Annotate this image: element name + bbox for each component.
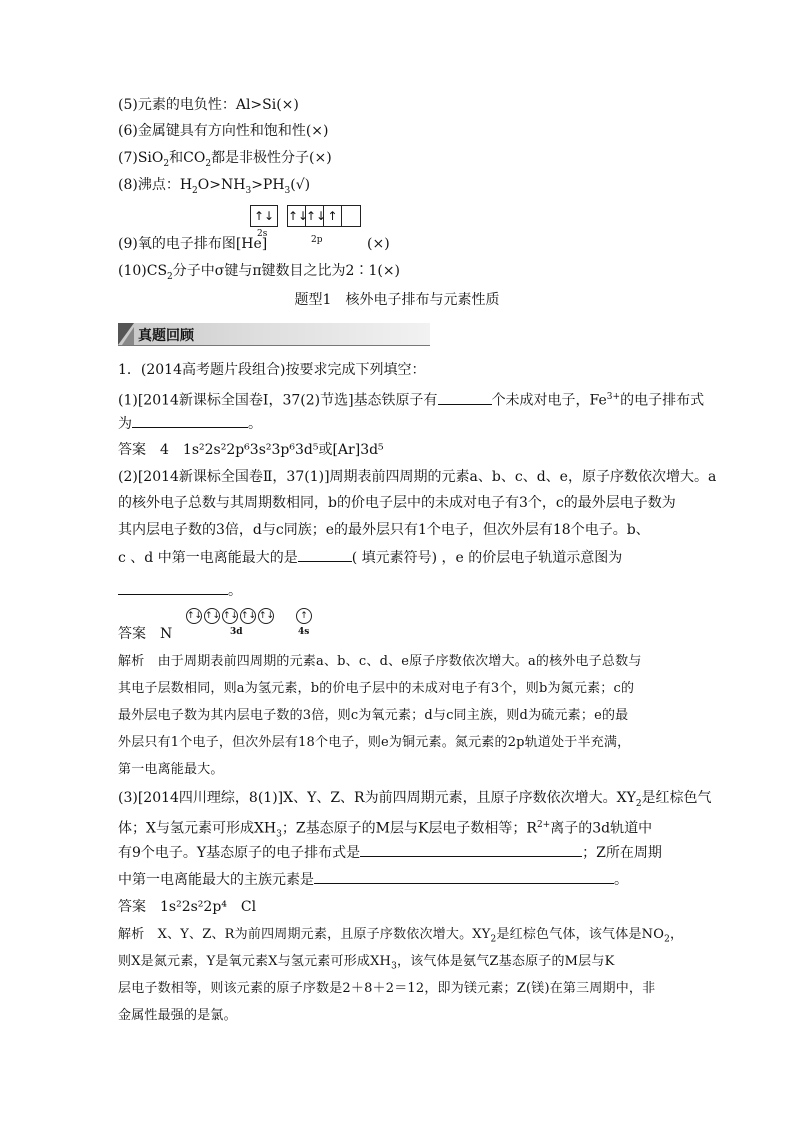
part3-text: 离子的3d轨道中 [550,820,653,837]
analysis-label: 解析 [118,927,145,942]
analysis-text: 其电子层数相同，则a为氢元素，b的价电子层中的未成对电子有3个，则b为氮元素；c的 [118,681,635,696]
part1-text: 的电子排布式 [620,392,705,409]
statement-10-part: 分子中σ键与π键数目之比为2∶1(×) [172,263,401,279]
question-head [118,360,678,380]
part2-line1 [118,467,717,487]
part1-line2 [118,413,678,434]
analysis-3-line2: 则X是氮元素，Y是氧元素X与氢元素可形成$XH_3$，该气体是氨气Z基态原子的M层与K [118,954,615,972]
part1-line1: (1)[2014新课标全国卷Ⅰ，37(2)节选]基态铁原子有 个未成对电子，$Fe^{3+}$的电子排布式 [118,387,678,411]
answer-1-text: 4 1s²2s²2p⁶3s²3p⁶3d⁵或[Ar]3d⁵ [160,442,384,458]
statement-8-part: >PH [251,177,285,193]
answer-blank [360,842,582,857]
answer-blank [118,580,228,595]
orbital-circle: ↑ [296,608,312,624]
analysis-2-line2 [118,679,678,699]
banner-title: 真题回顾 [138,328,194,344]
section-title: 题型1 核外电子排布与元素性质 [294,292,500,308]
part3-line2: 体；X与氢元素可形成$XH_3$；Z基态原子的M层与K层电子数相等；$R^{2+}$离子的3d轨道中 [118,820,653,840]
analysis-text: 是红棕色气体，该气体是NO [496,927,665,942]
part3-text: ；Z基态原子的M层与K层电子数相等；R [281,820,537,837]
part3-text: ；Z所在周期 [582,845,662,861]
answer-2-text: N [160,626,173,642]
orbital-circle: ↑↓ [222,608,238,624]
analysis-label: 解析 [118,654,145,669]
answer-blank [438,390,492,405]
analysis-text: 层电子数相等，则该元素的原子序数是2＋8＋2＝12，即为镁元素；Z(镁)在第三周期中，非 [118,981,656,996]
statement-10: $(10)CS_2$分子中σ键与π键数目之比为2∶1(×) [118,263,401,282]
part3-text: 中第一电离能最大的主族元素是 [118,872,314,888]
part3-text: 体；X与氢元素可形成XH [118,820,277,837]
part2-text: 的核外电子总数与其周期数相同，b的价电子层中的未成对电子有3个，c的最外层电子数为 [118,495,676,511]
analysis-text: 由于周期表前四周期的元素a、b、c、d、e原子序数依次增大。a的核外电子总数与 [157,654,642,669]
answer-label: 答案 [118,899,146,915]
part3-line1: (3)[2014四川理综，8(1)]X、Y、Z、R为前四周期元素，且原子序数依次增大。$XY_2$是红棕色气 [118,790,712,809]
orbital-circle: ↑↓ [186,608,202,624]
analysis-3-line1: 解析 X、Y、Z、R为前四周期元素，且原子序数依次增大。$XY_2$是红棕色气体，该气体是$NO_2$， [118,927,684,945]
part3-text: 。 [614,872,628,888]
analysis-text: 金属性最强的是氯。 [118,1008,237,1023]
part3-text: 是红棕色气 [641,790,712,806]
part2-text: ( 填元素符号) ，e 的价层电子轨道示意图为 [351,550,623,566]
orbital-cell: ↑↓ [288,206,306,226]
analysis-2-line4 [118,733,678,753]
statement-9-part: (9)氧的电子排布图[He] [118,236,268,252]
statement-8-part: O>NH [197,177,246,193]
orbital-label-4s: 4s [298,627,310,637]
statement-7-part: (7)SiO [118,150,164,166]
orbital-label-2s: 2s [257,229,268,239]
statement-7: (7)SiO$_2$和$CO_2$都是非极性分子(×) [118,150,332,169]
orbital-cell: ↑ [324,206,342,226]
statement-7-part: 和CO [169,150,206,166]
statement-7-part: 都是非极性分子(×) [211,150,332,166]
answer-label: 答案 [118,442,146,458]
part2-line4 [118,547,678,568]
answer-blank [314,869,614,884]
answer-3 [118,897,678,917]
part2-line3 [118,520,678,540]
statement-9-mark [367,234,427,254]
part2-text: 。 [228,583,242,599]
part1-text: 个未成对电子，Fe [491,392,607,409]
orbital-circle: ↑↓ [240,608,256,624]
part3-line4 [118,869,678,890]
part1-text: 为 [118,416,132,432]
part2-text: (2)[2014新课标全国卷Ⅱ，37(1)]周期表前四周期的元素a、b、c、d、e，原子序数依次增大。a [118,469,717,485]
analysis-2-line3 [118,706,678,726]
answer-2 [118,624,678,644]
orbital-cell [342,206,359,226]
statement-6-text: (6)金属键具有方向性和饱和性(×) [118,123,329,139]
orbital-cell: ↑↓ [253,209,275,223]
analysis-3-line4 [118,1006,678,1026]
orbital-label-2p: 2p [311,235,323,245]
analysis-text: 则X是氮元素，Y是氧元素X与氢元素可形成XH [118,954,392,969]
orbital-circle: ↑↓ [204,608,220,624]
question-head-text: 1．(2014高考题片段组合)按要求完成下列填空： [118,362,426,378]
part2-text: c 、d 中第一电离能最大的是 [118,550,298,566]
banner-corner-icon [118,323,134,345]
analysis-text: X、Y、Z、R为前四周期元素，且原子序数依次增大。XY [157,927,491,942]
orbital-box-2s [250,205,278,227]
answer-1 [118,440,678,460]
analysis-3-line3 [118,979,678,999]
answer-label: 答案 [118,626,146,642]
statement-5 [118,95,678,115]
part1-text: (1)[2014新课标全国卷Ⅰ，37(2)节选]基态铁原子有 [118,392,438,409]
part3-text: (3)[2014四川理综，8(1)]X、Y、Z、R为前四周期元素，且原子序数依次增大。XY [118,790,636,806]
statement-5-text: (5)元素的电负性：Al>Si(×) [118,97,299,113]
statement-9-part: (×) [367,236,390,252]
analysis-text: 第一电离能最大。 [118,762,224,777]
statement-8: (8)沸点：$H_2O>NH_3>PH_3(√)$ [118,177,311,196]
statement-8-part: (8)沸点：H [118,177,193,193]
part2-line5 [118,580,678,601]
part3-line3 [118,842,678,863]
statement-8-part: (√) [290,177,311,193]
analysis-2-line1 [118,652,678,672]
analysis-text: 外层只有1个电子，但次外层有18个电子，则e为铜元素。氮元素的2p轨道处于半充满， [118,735,631,750]
part2-text: 其内层电子数的3倍，d与c同族；e的最外层只有1个电子，但次外层有18个电子。b、 [118,522,650,538]
part3-text: 有9个电子。Y基态原子的电子排布式是 [118,845,361,861]
answer-3-text: 1s²2s²2p⁴ Cl [160,899,257,915]
orbital-cell: ↑↓ [306,206,324,226]
answer-blank [298,547,352,562]
analysis-text: ，该气体是氨气Z基态原子的M层与K [397,954,615,969]
orbital-label-3d: 3d [230,627,243,637]
part2-line2 [118,493,678,513]
part1-text: 。 [248,416,262,432]
analysis-2-line5 [118,760,678,780]
statement-10-part: (10)CS [118,263,168,279]
answer-blank [132,413,248,428]
section-banner [118,323,430,346]
analysis-text: 最外层电子数为其内层电子数的3倍，则c为氧元素；d与c同主族，则d为硫元素；e的最 [118,708,629,723]
statement-6 [118,121,678,141]
orbital-circle: ↑↓ [258,608,274,624]
orbital-box-2p [287,205,361,227]
